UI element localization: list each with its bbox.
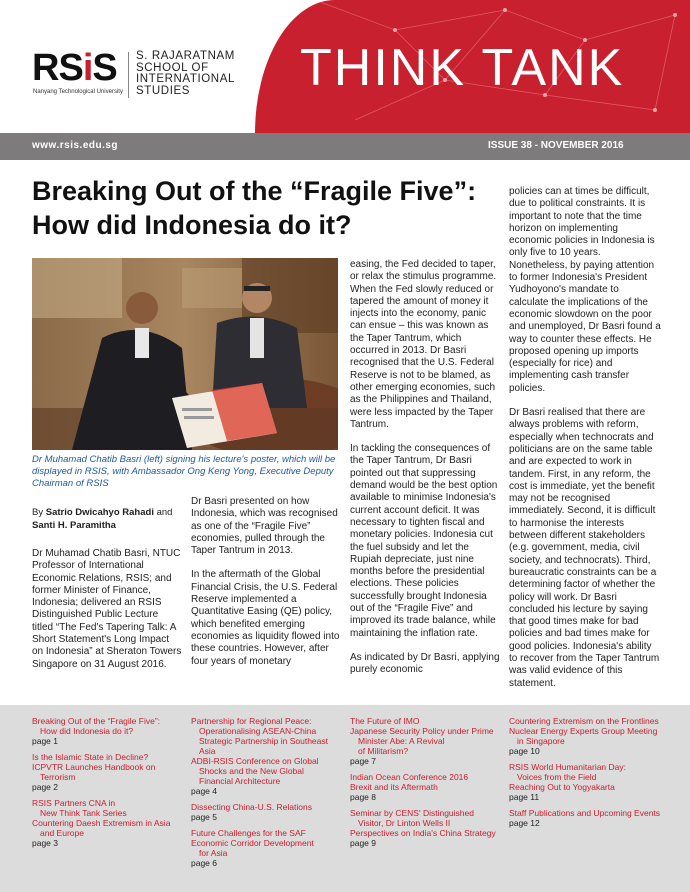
- contents-entry[interactable]: [509, 716, 674, 756]
- rsis-logo: [32, 48, 117, 88]
- paragraph: easing, the Fed decided to taper, or relax the stimulus programme. When the Fed slowly reduced or tapered the amount of money it injects into the economy, panic can ensue – this was known as the Taper Tantrum, which occurred in 2013. Dr Basri recognised that the U.S. Federal Reserve is not to be blamed, as other emerging economies, such as the Philippines and Thailand, were less impacted by the Taper Tantrum.: [350, 259, 497, 430]
- contents-entry-title: Shocks and the New Global: [199, 766, 304, 776]
- contents-entry[interactable]: [509, 808, 674, 828]
- contents-entry-title: Visitor, Dr Linton Wells II: [358, 818, 451, 828]
- contents-entry-title: Minister Abe: A Revival: [358, 736, 445, 746]
- contents-entry-title: ADBI-RSIS Conference on Global: [191, 756, 319, 766]
- contents-entry-title: Voices from the Field: [517, 772, 597, 782]
- paragraph: In tackling the consequences of the Taper Tantrum, Dr Basri pointed out that suppressing demand would be the best option available to minimise Indonesia's current account deficit. It was necessary to tighten fiscal and monetary policies. Indonesia cut the fuel subsidy and let the Rupiah depreciate, just nine months before the presidential elections. These policies successfully brought Indonesia out of the “Fragile Five” and improved its trade balance, while maintaining the inflation rate.: [350, 443, 498, 639]
- contents-page-number: page 5: [191, 812, 217, 822]
- contents-entry[interactable]: [350, 716, 500, 766]
- contents-entry-title: Reaching Out to Yogyakarta: [509, 782, 615, 792]
- contents-page-number: page 11: [509, 792, 540, 802]
- contents-entry-title: Economic Corridor Development: [191, 838, 314, 848]
- contents-entry-title: RSIS Partners CNA in: [32, 798, 116, 808]
- contents-page-number: page 7: [350, 756, 376, 766]
- author-name: Satrio Dwicahyo Rahadi: [45, 507, 154, 518]
- article-column-2: [191, 496, 341, 680]
- article-column-3: [350, 259, 500, 689]
- contents-page-number: page 1: [32, 736, 58, 746]
- contents-entry-title: Brexit and its Aftermath: [350, 782, 438, 792]
- contents-entry-title: Countering Daesh Extremism in Asia: [32, 818, 171, 828]
- contents-page-number: page 8: [350, 792, 376, 802]
- contents-column: [191, 716, 341, 874]
- author-name: Santi H. Paramitha: [32, 520, 116, 531]
- article-title-line: Breaking Out of the “Fragile Five”:: [32, 176, 477, 206]
- byline: [32, 506, 182, 532]
- contents-entry-title: Perspectives on India's China Strategy: [350, 828, 496, 838]
- contents-entry-title: of Militarism?: [358, 746, 409, 756]
- contents-entry-title: Countering Extremism on the Frontlines: [509, 716, 659, 726]
- logo-divider: [128, 52, 129, 98]
- contents-entry-title: The Future of IMO: [350, 716, 420, 726]
- contents-page-number: page 9: [350, 838, 376, 848]
- contents-entry-title: Is the Islamic State in Decline?: [32, 752, 149, 762]
- contents-entry[interactable]: [350, 808, 500, 848]
- contents-entry-title: Financial Architecture: [199, 776, 281, 786]
- byline-by: By: [32, 507, 44, 518]
- paragraph: Dr Basri realised that there are always problems with reform, especially when technocrats and politicians are on the same table and are expected to work in tandem. First, in any reform, the cost is immediate, yet the benefit may not be recognised immediately. Second, it is difficult to harmonise the interests between different stakeholders (e.g. government, media, civil society, and technocrats). Third, bureaucratic constraints can be a determining factor of whether the policy will work. Dr Basri concluded his lecture by saying that good times make for bad policies and bad times make for good policies. Indonesia's ability to recover from the Taper Tantrum was valid evidence of this statement.: [509, 407, 660, 689]
- contents-entry-title: and Europe: [40, 828, 84, 838]
- contents-entry-title: Strategic Partnership in Southeast: [199, 736, 328, 746]
- issue-label: ISSUE 38 - NOVEMBER 2016: [488, 140, 624, 151]
- contents-entry-title: Nuclear Energy Experts Group Meeting: [509, 726, 658, 736]
- article-title-line: How did Indonesia do it?: [32, 210, 352, 240]
- contents-entry[interactable]: [191, 716, 341, 796]
- paragraph: Dr Basri presented on how Indonesia, which was recognised as one of the “Fragile Five” economies, pulled through the Taper Tantrum in 2013.: [191, 496, 338, 557]
- contents-page-number: page 12: [509, 818, 540, 828]
- website-link[interactable]: www.rsis.edu.sg: [32, 140, 119, 151]
- contents-entry-title: RSIS World Humanitarian Day:: [509, 762, 626, 772]
- article-title: [32, 174, 492, 242]
- contents-entry-title: Breaking Out of the “Fragile Five”:: [32, 716, 161, 726]
- article-column-4: [509, 186, 661, 702]
- school-name: [136, 51, 256, 97]
- contents-entry-title: Partnership for Regional Peace:: [191, 716, 312, 726]
- contents-entry-title: Japanese Security Policy under Prime: [350, 726, 494, 736]
- byline-and: and: [156, 507, 173, 518]
- article-photo: [32, 258, 338, 450]
- contents-entry[interactable]: [32, 752, 182, 792]
- publication-title: THINK TANK: [300, 39, 625, 97]
- contents-entry-title: Seminar by CENS' Distinguished: [350, 808, 474, 818]
- contents-page-number: page 4: [191, 786, 217, 796]
- logo-subtitle: Nanyang Technological University: [33, 89, 123, 95]
- school-name-line: SCHOOL OF: [136, 61, 209, 74]
- contents-column: [509, 716, 674, 834]
- paragraph: In the aftermath of the Global Financial Crisis, the U.S. Federal Reserve implemented a Quantitative Easing (QE) policy, which benefited emerging economies as liquidity flowed into these countries. However, after four years of monetary: [191, 569, 340, 667]
- lecture-signing-photo: [32, 258, 338, 450]
- contents-entry[interactable]: [32, 716, 182, 746]
- contents-entry-title: Terrorism: [40, 772, 76, 782]
- article-column-1: [32, 548, 182, 683]
- contents-column: [350, 716, 500, 854]
- paragraph: policies can at times be difficult, due to political constraints. It is important to note that the time horizon on implementing economic policies in Indonesia is only five to 10 years. Nonetheless, by paying attention to former Indonesia's President Yudhoyono's mandate to calculate the implications of the economic slowdown on the poor and unemployed, Dr Basri found a way to counter these effects. He proposed opening up imports (especially for rice) and implementing cash transfer policies.: [509, 186, 661, 394]
- school-name-line: INTERNATIONAL: [136, 73, 235, 85]
- school-name-line: STUDIES: [136, 84, 191, 97]
- rsis-logo-text: RSiS: [32, 47, 117, 89]
- photo-caption: Dr Muhamad Chatib Basri (left) signing his lecture's poster, which will be displayed in RSIS, with Ambassador Ong Keng Yong, Executive Deputy Chairman of RSIS: [32, 454, 336, 489]
- contents-entry-title: Indian Ocean Conference 2016: [350, 772, 469, 782]
- contents-entry-title: New Think Tank Series: [40, 808, 127, 818]
- contents-entry-title: for Asia: [199, 848, 228, 858]
- paragraph: As indicated by Dr Basri, applying purely economic: [350, 651, 500, 676]
- contents-entry-title: in Singapore: [517, 736, 565, 746]
- contents-entry[interactable]: [350, 772, 500, 802]
- contents-entry-title: ICPVTR Launches Handbook on: [32, 762, 156, 772]
- contents-entry-title: Future Challenges for the SAF: [191, 828, 306, 838]
- contents-entry-title: Staff Publications and Upcoming Events: [509, 808, 661, 818]
- contents-page-number: page 2: [32, 782, 58, 792]
- contents-entry-title: Operationalising ASEAN-China: [199, 726, 317, 736]
- contents-entry[interactable]: [191, 828, 341, 868]
- school-name-line: S. RAJARATNAM: [136, 50, 235, 62]
- contents-entry-title: Asia: [199, 746, 216, 756]
- contents-entry-title: How did Indonesia do it?: [40, 726, 134, 736]
- contents-page-number: page 3: [32, 838, 58, 848]
- contents-page-number: page 6: [191, 858, 217, 868]
- contents-entry[interactable]: [191, 802, 341, 822]
- contents-entry[interactable]: [32, 798, 182, 848]
- contents-entry-title: Dissecting China-U.S. Relations: [191, 802, 312, 812]
- contents-column: [32, 716, 182, 854]
- contents-page-number: page 10: [509, 746, 540, 756]
- contents-entry[interactable]: [509, 762, 674, 802]
- paragraph: Dr Muhamad Chatib Basri, NTUC Professor of International Economic Relations, RSIS; and former Minister of Finance, Indonesia; delivered an RSIS Distinguished Public Lecture titled “The Fed's Tapering Talk: A Short Statement's Long Impact on Indonesia” at Sheraton Towers Singapore on 31 August 2016.: [32, 548, 182, 670]
